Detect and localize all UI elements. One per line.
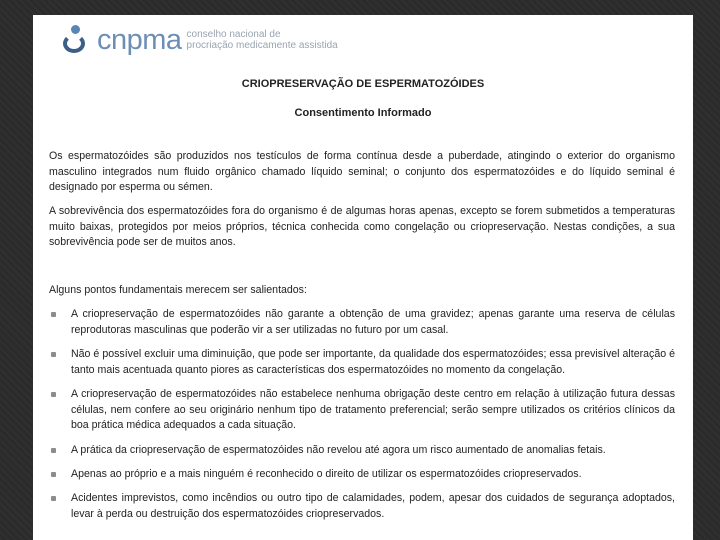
logo-subtitle-line-1: conselho nacional de [186, 29, 281, 40]
document-subtitle: Consentimento Informado [294, 107, 432, 119]
bullet-icon [51, 392, 56, 397]
logo-wordmark: cnpma [97, 23, 182, 56]
list-item: Apenas ao próprio e a mais ninguém é reconhecido o direito de utilizar os espermatozóides criopreservados. [49, 467, 675, 483]
bullet-icon [51, 448, 56, 453]
bullet-icon [51, 312, 56, 317]
bullet-icon [51, 472, 56, 477]
list-item: A criopreservação de espermatozóides não garante a obtenção de uma gravidez; apenas garante uma reserva de células reprodutoras masculinas que poderão vir a ser utilizadas no futuro por um casal. [49, 307, 675, 338]
list-item: A criopreservação de espermatozóides não estabelece nenhuma obrigação deste centro em relação à utilização futura dessas células, nem confere ao seu originário nenhum tipo de tratamento preferencial; serão sempre utilizados os critérios clínicos da boa prática médica adequados a cada situação. [49, 387, 675, 434]
paragraph-intro-list: Alguns pontos fundamentais merecem ser salientados: [49, 284, 307, 296]
list-item: Não é possível excluir uma diminuição, que pode ser importante, da qualidade dos espermatozóides; essa previsível alteração é tanto mais acentuada quanto piores as características dos espermatozóides no momento da congelação. [49, 347, 675, 378]
paragraph-2: A sobrevivência dos espermatozóides fora do organismo é de algumas horas apenas, excepto se forem submetidos a temperaturas muito baixas, protegidos por meios próprios, técnica conhecida como congelação ou criopreservação. Nestas condições, a sua sobrevivência pode ser de muitos anos. [49, 205, 675, 248]
list-item: A prática da criopreservação de espermatozóides não revelou até agora um risco aumentado de anomalias fetais. [49, 443, 675, 459]
document-page [33, 15, 693, 540]
bullet-icon [51, 352, 56, 357]
document-title: CRIOPRESERVAÇÃO DE ESPERMATOZÓIDES [241, 78, 485, 90]
logo-subtitle-line-2: procriação medicamente assistida [186, 40, 338, 51]
cnpma-logo [59, 24, 338, 56]
bullet-icon [51, 496, 56, 501]
list-item: Acidentes imprevistos, como incêndios ou outro tipo de calamidades, podem, apesar dos cuidados de segurança adoptados, levar à perda ou destruição dos espermatozóides criopreservados. [49, 491, 675, 522]
paragraph-1: Os espermatozóides são produzidos nos testículos de forma contínua desde a puberdade, atingindo o exterior do organismo masculino integrados num fluido orgânico chamado líquido seminal; o conjunto dos espermatozóides e do líquido seminal é designado por esperma ou sémen. [49, 150, 675, 193]
person-logo-icon [59, 24, 93, 56]
logo-subtitle [187, 29, 338, 51]
